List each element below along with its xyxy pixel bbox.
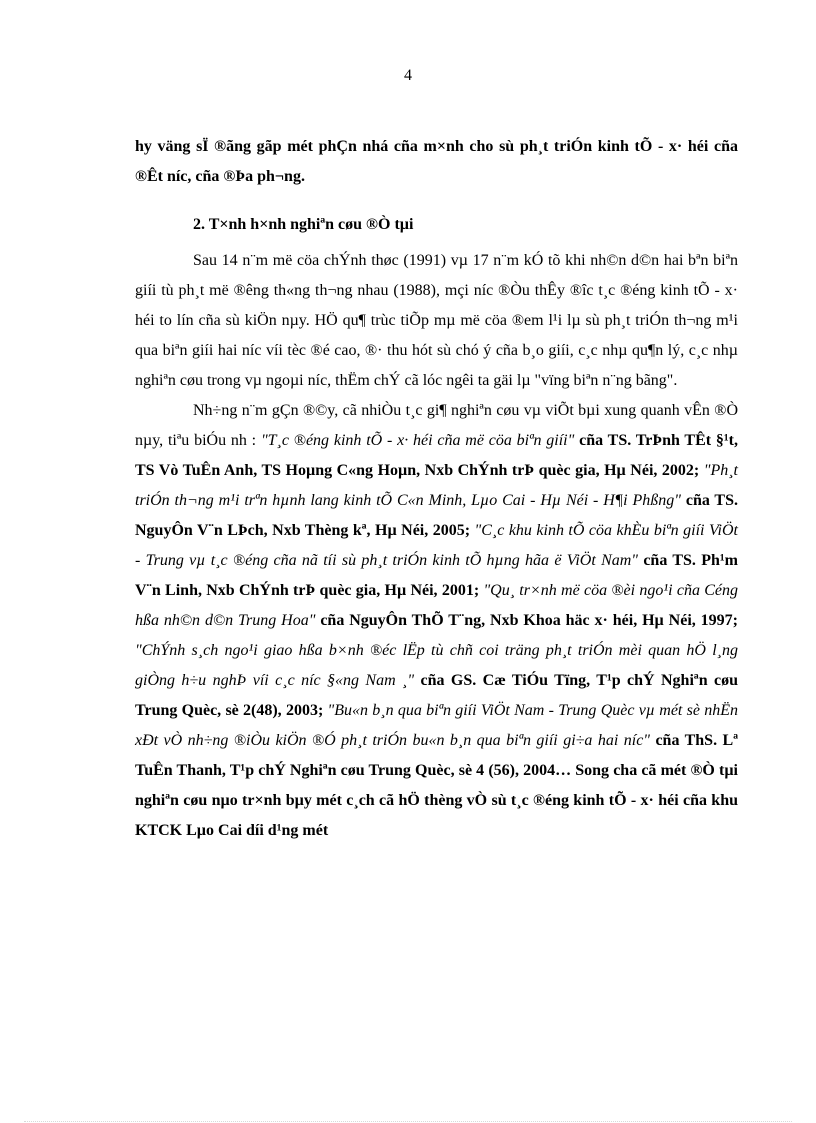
citation-title: "Qu¸ tr×nh më cöa ®èi ngo¹i cña Céng hßa nh©n d©n Trung Hoa" [135, 582, 738, 629]
citation-title: "ChÝnh s¸ch ngo¹i giao hßa b×nh ®éc lËp tù chñ coi träng ph¸t triÓn mèi quan hÖ l¸ng giÒng h÷u nghÞ víi c¸c níc §«ng Nam ¸" [135, 642, 738, 689]
spacer [135, 192, 738, 200]
section-paragraph-1: Sau 14 n¨m më cöa chÝnh thøc (1991) vµ 17 n¨m kÓ tõ khi nh©n d©n hai bªn biªn giíi tù ph¸t më ®êng th«ng th¬ng nhau (1988), mçi níc ®Òu thÊy ®îc t¸c ®éng kinh tÕ - x· héi to lín cña sù kiÖn nµy. HÖ qu¶ trùc tiÕp mµ më cöa ®em l¹i lµ sù ph¸t triÓn th¬ng m¹i qua biªn giíi hai níc víi tèc ®é cao, ®· thu hót sù chó ý cña b¸o giíi, c¸c nhµ qu¶n lý, c¸c nhµ nghiªn cøu trong vµ ngoµi níc, thËm chÝ cã lóc ngêi ta gäi lµ "vïng biªn n¨ng bãng". [135, 252, 738, 389]
intro-paragraph: hy väng sÏ ®ãng gãp mét phÇn nhá cña m×nh cho sù ph¸t triÓn kinh tÕ - x· héi cña ®Êt níc, cña ®Þa ph¬ng. [135, 138, 738, 185]
citation-title: "Bu«n b¸n qua biªn giíi ViÖt Nam - Trung Quèc vµ mét sè nhËn xÐt vÒ nh÷ng ®iÒu kiÖn ®Ó ph¸t triÓn bu«n b¸n qua biªn giíi gi÷a hai níc" [135, 702, 738, 749]
citation-source: cña TS. TrÞnh TÊt §¹t, TS Vò TuÊn Anh, TS Hoµng C«ng Hoµn, Nxb ChÝnh trÞ quèc gia, Hµ Néi, 2002; [135, 432, 738, 479]
citation-source: cña ThS. Lª TuÊn Thanh, T¹p chÝ Nghiªn cøu Trung Quèc, sè 4 (56), 2004… Song cha cã mét ®Ò tµi nghiªn cøu nµo tr×nh bµy mét c¸ch cã hÖ thèng vÒ sù t¸c ®éng kinh tÕ - x· héi cña khu KTCK Lµo Cai díi d¹ng mét [135, 732, 738, 839]
page-bottom-divider [24, 1121, 792, 1122]
citation-source: cña TS. NguyÔn V¨n LÞch, Nxb Thèng kª, Hµ Néi, 2005; [135, 492, 739, 539]
page-number: 4 [404, 67, 412, 84]
citation-source: cña TS. Ph¹m V¨n Linh, Nxb ChÝnh trÞ quèc gia, Hµ Néi, 2001; [135, 552, 738, 599]
citation-title: "C¸c khu kinh tÕ cöa khÈu biªn giíi ViÖt - Trung vµ t¸c ®éng cña nã tíi sù ph¸t triÓn kinh tÕ hµng hãa ë ViÖt Nam" [135, 522, 738, 569]
citation-title: "T¸c ®éng kinh tÕ - x· héi cña më cöa biªn giíi" [260, 432, 575, 449]
paragraph-text: Nh÷ng n¨m gÇn ®©y, cã nhiÒu t¸c gi¶ nghiªn cøu vµ viÕt bµi xung quanh vÊn ®Ò nµy, tiªu biÓu nh : [135, 402, 738, 449]
citation-source: cña NguyÔn ThÕ T¨ng, Nxb Khoa häc x· héi, Hµ Néi, 1997; [315, 612, 738, 629]
citation-source: cña GS. Cæ TiÓu Tïng, T¹p chÝ Nghiªn cøu Trung Quèc, sè 2(48), 2003; [135, 672, 738, 719]
document-body [135, 132, 738, 846]
section-heading: 2. T×nh h×nh nghiªn cøu ®Ò tµi [193, 216, 414, 233]
citation-title: "Ph¸t triÓn th¬ng m¹i trªn hµnh lang kinh tÕ C«n Minh, Lµo Cai - Hµ Néi - H¶i Phßng" [135, 462, 738, 509]
section-paragraph-2 [135, 396, 738, 846]
